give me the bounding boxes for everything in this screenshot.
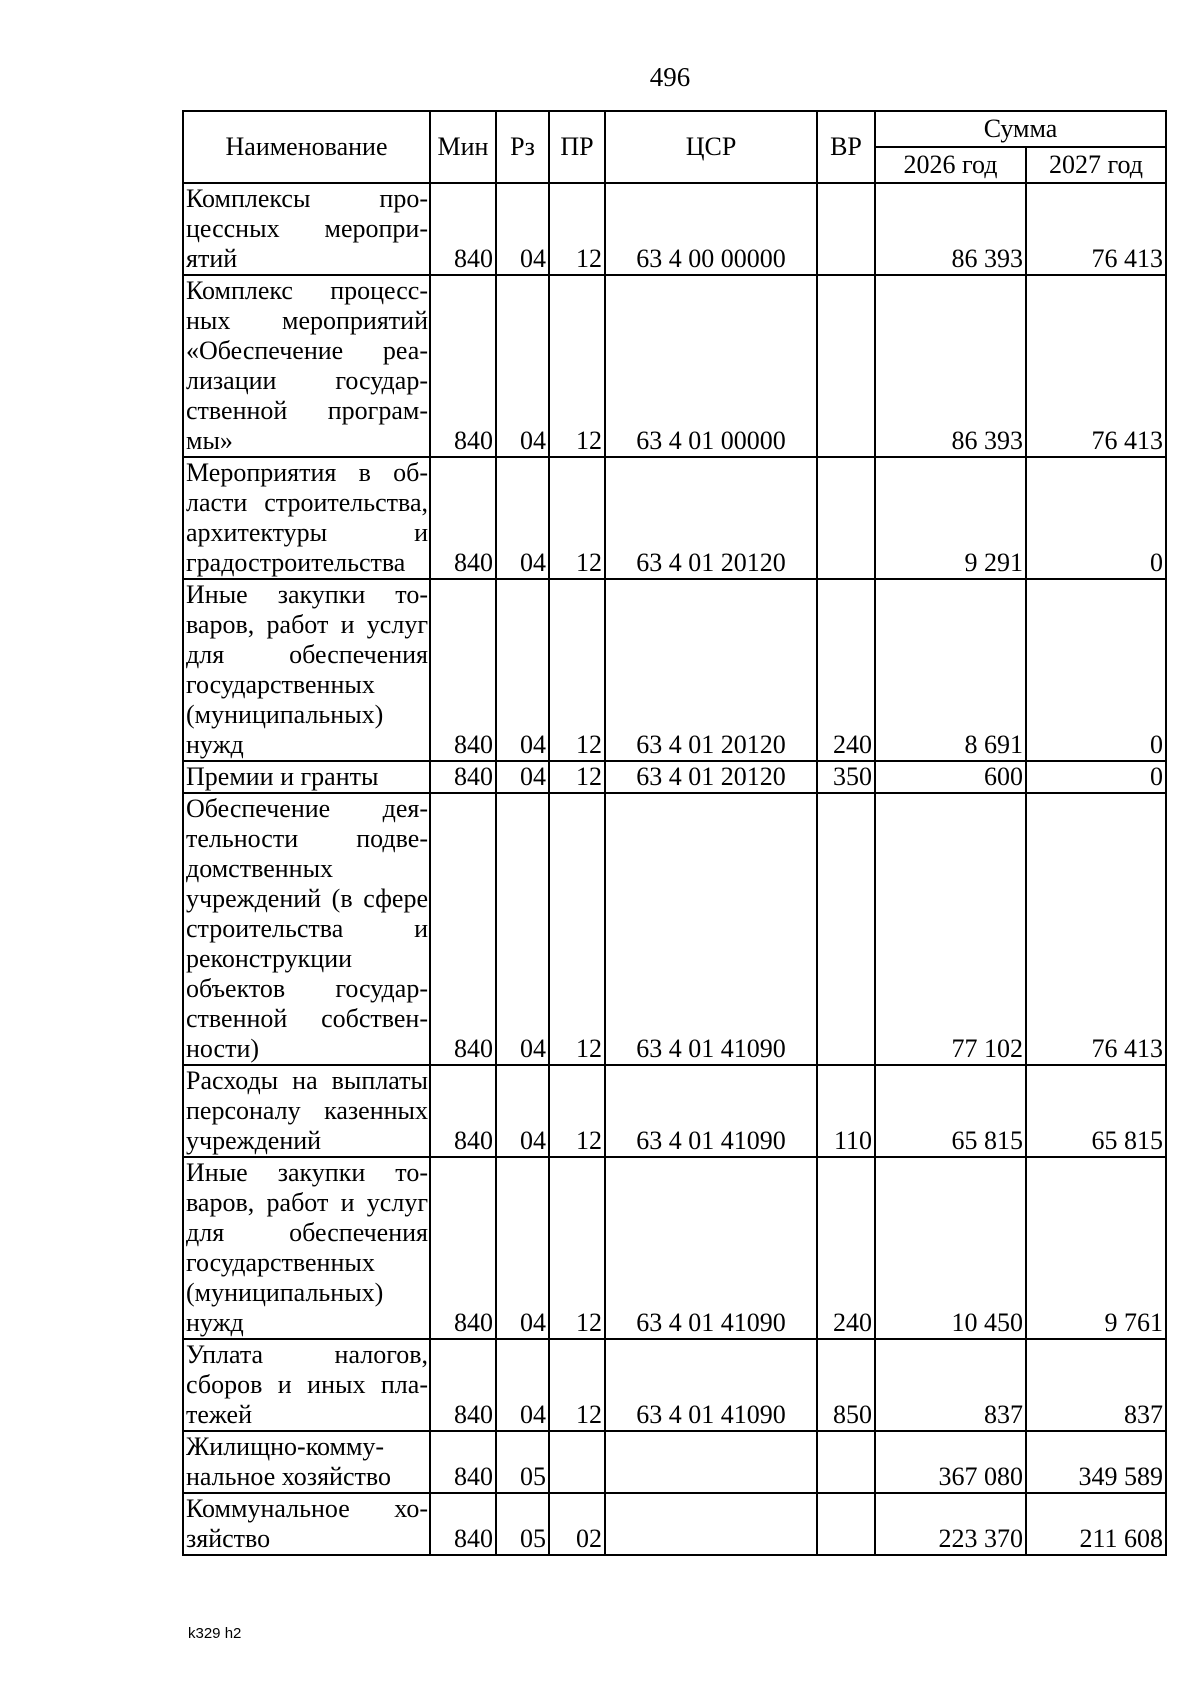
cell-sum-2026: 8 691 (875, 579, 1026, 761)
header-vr: ВР (817, 111, 875, 183)
cell-vr (817, 1493, 875, 1555)
table-row (183, 1157, 1166, 1339)
cell-sum-2027: 0 (1026, 579, 1166, 761)
cell-sum-2027: 0 (1026, 457, 1166, 579)
cell-vr (817, 457, 875, 579)
cell-csr: 63 4 01 20120 (605, 761, 817, 793)
cell-name: Жилищно-коммунальное хозяйство (183, 1431, 430, 1493)
header-pr: ПР (549, 111, 605, 183)
cell-rz: 04 (496, 761, 549, 793)
table-row (183, 579, 1166, 761)
cell-pr: 12 (549, 1065, 605, 1157)
cell-csr (605, 1493, 817, 1555)
cell-min: 840 (430, 1431, 496, 1493)
cell-sum-2026: 600 (875, 761, 1026, 793)
cell-min: 840 (430, 275, 496, 457)
cell-rz: 04 (496, 1065, 549, 1157)
cell-vr: 850 (817, 1339, 875, 1431)
cell-csr: 63 4 01 41090 (605, 1157, 817, 1339)
cell-pr: 12 (549, 761, 605, 793)
cell-pr: 12 (549, 1157, 605, 1339)
cell-csr: 63 4 01 20120 (605, 457, 817, 579)
table-row (183, 1431, 1166, 1493)
budget-table (182, 110, 1167, 1556)
cell-sum-2027: 9 761 (1026, 1157, 1166, 1339)
table-row (183, 1065, 1166, 1157)
cell-pr: 12 (549, 1339, 605, 1431)
cell-min: 840 (430, 793, 496, 1065)
cell-pr (549, 1431, 605, 1493)
footer-code: k329 h2 (188, 1625, 242, 1642)
cell-sum-2026: 223 370 (875, 1493, 1026, 1555)
cell-csr: 63 4 01 41090 (605, 793, 817, 1065)
cell-sum-2026: 10 450 (875, 1157, 1026, 1339)
cell-sum-2026: 9 291 (875, 457, 1026, 579)
header-year-2027: 2027 год (1026, 147, 1166, 183)
cell-sum-2026: 367 080 (875, 1431, 1026, 1493)
cell-min: 840 (430, 1157, 496, 1339)
cell-vr (817, 1431, 875, 1493)
cell-rz: 04 (496, 793, 549, 1065)
cell-name: Коммунальное хозяйство (183, 1493, 430, 1555)
cell-sum-2026: 86 393 (875, 275, 1026, 457)
cell-sum-2027: 837 (1026, 1339, 1166, 1431)
header-csr: ЦСР (605, 111, 817, 183)
cell-min: 840 (430, 1339, 496, 1431)
cell-pr: 12 (549, 275, 605, 457)
cell-sum-2026: 837 (875, 1339, 1026, 1431)
cell-name: Обеспечение деятельности подведомственных учреждений (в сфере строительства и реконструкции объектов государственной собственности) (183, 793, 430, 1065)
cell-min: 840 (430, 457, 496, 579)
cell-sum-2027: 0 (1026, 761, 1166, 793)
cell-name: Расходы на выплаты персоналу казенных учреждений (183, 1065, 430, 1157)
table-body (183, 183, 1166, 1555)
cell-min: 840 (430, 761, 496, 793)
cell-pr: 02 (549, 1493, 605, 1555)
table-row (183, 1339, 1166, 1431)
table-row (183, 793, 1166, 1065)
cell-vr: 240 (817, 1157, 875, 1339)
cell-name: Уплата налогов, сборов и иных платежей (183, 1339, 430, 1431)
cell-pr: 12 (549, 793, 605, 1065)
page-number: 496 (649, 62, 691, 92)
cell-csr: 63 4 01 41090 (605, 1339, 817, 1431)
header-sum: Сумма (875, 111, 1166, 147)
cell-vr: 110 (817, 1065, 875, 1157)
cell-name: Комплекс процессных мероприятий «Обеспечение реализации государственной программы» (183, 275, 430, 457)
table-row (183, 457, 1166, 579)
cell-sum-2027: 65 815 (1026, 1065, 1166, 1157)
cell-csr: 63 4 01 00000 (605, 275, 817, 457)
cell-name: Мероприятия в области строительства, архитектуры и градостроительства (183, 457, 430, 579)
cell-csr: 63 4 01 20120 (605, 579, 817, 761)
cell-name: Иные закупки товаров, работ и услуг для обеспечения государственных (муниципальных) нужд (183, 1157, 430, 1339)
cell-name: Иные закупки товаров, работ и услуг для обеспечения государственных (муниципальных) нужд (183, 579, 430, 761)
table-row (183, 183, 1166, 275)
cell-name: Премии и гранты (183, 761, 430, 793)
cell-rz: 04 (496, 457, 549, 579)
cell-vr (817, 793, 875, 1065)
cell-pr: 12 (549, 579, 605, 761)
cell-min: 840 (430, 1493, 496, 1555)
header-year-2026: 2026 год (875, 147, 1026, 183)
cell-sum-2026: 65 815 (875, 1065, 1026, 1157)
cell-rz: 04 (496, 579, 549, 761)
table-header (183, 111, 1166, 183)
cell-rz: 04 (496, 1157, 549, 1339)
cell-pr: 12 (549, 457, 605, 579)
cell-sum-2027: 211 608 (1026, 1493, 1166, 1555)
cell-rz: 05 (496, 1431, 549, 1493)
header-min: Мин (430, 111, 496, 183)
header-name: Наименование (183, 111, 430, 183)
cell-rz: 04 (496, 183, 549, 275)
cell-min: 840 (430, 579, 496, 761)
cell-rz: 04 (496, 275, 549, 457)
cell-min: 840 (430, 183, 496, 275)
cell-sum-2027: 76 413 (1026, 275, 1166, 457)
cell-min: 840 (430, 1065, 496, 1157)
table-row (183, 761, 1166, 793)
cell-csr: 63 4 01 41090 (605, 1065, 817, 1157)
header-rz: Рз (496, 111, 549, 183)
cell-sum-2026: 77 102 (875, 793, 1026, 1065)
cell-csr: 63 4 00 00000 (605, 183, 817, 275)
cell-vr (817, 275, 875, 457)
table-row (183, 275, 1166, 457)
cell-sum-2027: 349 589 (1026, 1431, 1166, 1493)
cell-sum-2027: 76 413 (1026, 183, 1166, 275)
cell-vr: 240 (817, 579, 875, 761)
table-row (183, 1493, 1166, 1555)
cell-rz: 04 (496, 1339, 549, 1431)
cell-vr: 350 (817, 761, 875, 793)
cell-pr: 12 (549, 183, 605, 275)
cell-csr (605, 1431, 817, 1493)
cell-sum-2026: 86 393 (875, 183, 1026, 275)
cell-vr (817, 183, 875, 275)
cell-name: Комплексы процессных мероприятий (183, 183, 430, 275)
cell-rz: 05 (496, 1493, 549, 1555)
cell-sum-2027: 76 413 (1026, 793, 1166, 1065)
